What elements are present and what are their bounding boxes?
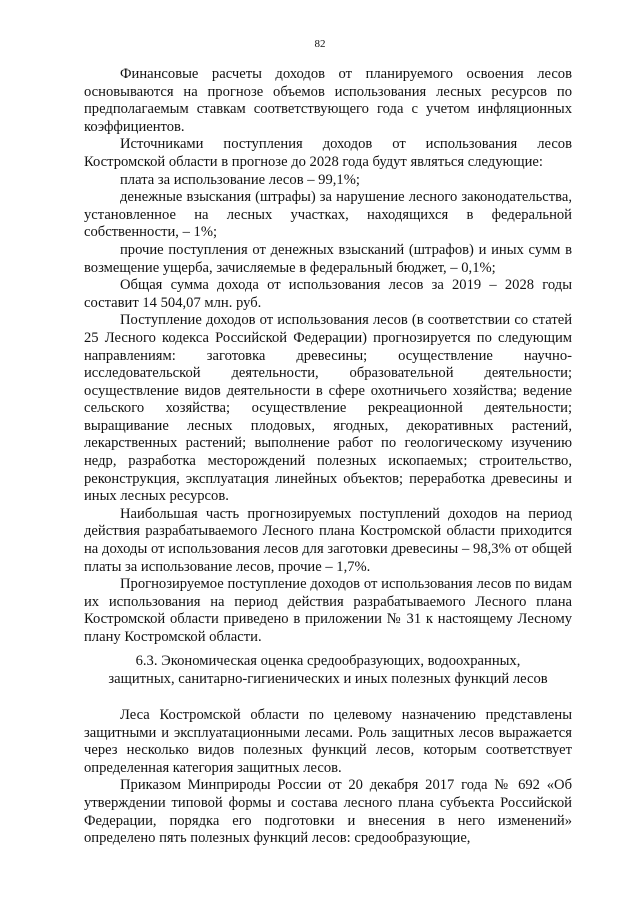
body-text-bottom (84, 707, 572, 848)
paragraph-income-directions: Поступление доходов от использования лесов (в соответствии со статей 25 Лесного кодекса Российской Федерации) прогнозируется по следующим направлениям: заготовка древесины; осуществление научно-исследовательской деятельности, образовательной деятельности; осуществление видов деятельности в сфере охотничьего хозяйства; ведение сельского хозяйства; осуществление рекреационной деятельности; выращивание лесных плодовых, ягодных, декоративных растений, лекарственных растений; выполнение работ по геологическому изучению недр, разработка месторождений полезных ископаемых; строительство, реконструкция, эксплуатация линейных объектов; переработка древесины и иных лесных ресурсов. (84, 312, 572, 505)
paragraph-largest-share: Наибольшая часть прогнозируемых поступлений доходов на период действия разрабатываемого Лесного плана Костромской области приходится на доходы от использования лесов для заготовки древесины – 98,3% от общей платы за использование лесов, прочие – 1,7%. (84, 505, 572, 575)
section-heading-line-1: 6.3. Экономическая оценка средообразующих, водоохранных, (135, 653, 521, 669)
paragraph-total-income: Общая сумма дохода от использования лесов за 2019 – 2028 годы составит 14 504,07 млн. руб. (84, 277, 572, 311)
page-number: 82 (314, 38, 326, 50)
paragraph-forest-use-fee: плата за использование лесов – 99,1%; (120, 171, 360, 188)
section-heading-line-2: защитных, санитарно-гигиенических и иных полезных функций лесов (108, 671, 548, 687)
paragraph-financial-calculations: Финансовые расчеты доходов от планируемого освоения лесов основываются на прогнозе объемов использования лесных ресурсов по предполагаемым ставкам соответствующего года с учетом инфляционных коэффициентов. (84, 66, 572, 135)
paragraph-forest-purpose: Леса Костромской области по целевому назначению представлены защитными и эксплуатационными лесами. Роль защитных лесов выражается через несколько видов полезных функций лесов, которым соответствует определенная категория защитных лесов. (84, 707, 572, 776)
body-text-top (84, 66, 572, 647)
paragraph-income-sources: Источниками поступления доходов от использования лесов Костромской области в прогнозе до 2028 года будут являться следующие: (84, 136, 572, 170)
paragraph-fines: денежные взыскания (штрафы) за нарушение лесного законодательства, установленное на лесных участках, находящихся в федеральной собственности, – 1%; (84, 189, 572, 241)
section-heading (84, 652, 572, 688)
paragraph-ministry-order: Приказом Минприроды России от 20 декабря 2017 года № 692 «Об утверждении типовой формы и состава лесного плана субъекта Российской Федерации, порядка его подготовки и внесения в него изменений» определено пять полезных функций лесов: средообразующие, (84, 777, 572, 847)
paragraph-other-receipts: прочие поступления от денежных взысканий (штрафов) и иных сумм в возмещение ущерба, зачисляемые в федеральный бюджет, – 0,1%; (84, 241, 572, 276)
paragraph-appendix-reference: Прогнозируемое поступление доходов от использования лесов по видам их использования на период действия разрабатываемого Лесного плана Костромской области приведено в приложении № 31 к настоящему Лесному плану Костромской области. (84, 576, 572, 645)
